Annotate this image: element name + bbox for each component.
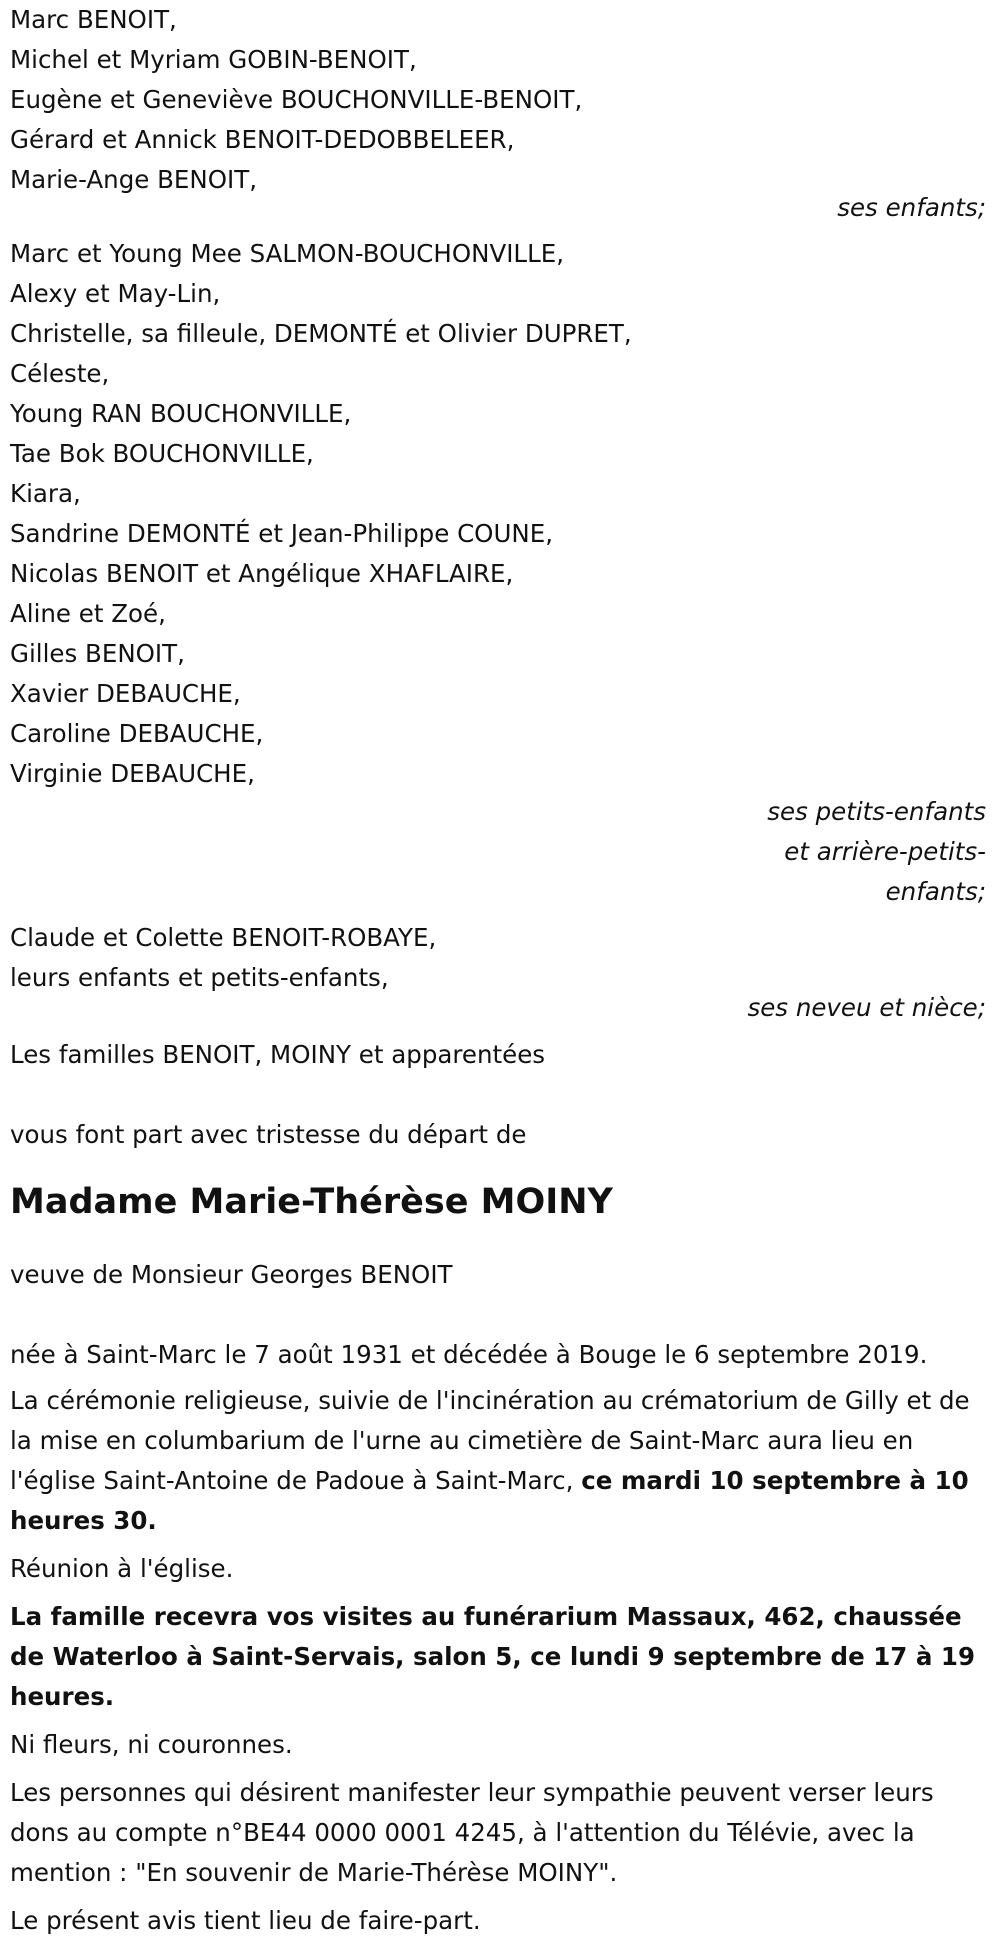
donations-paragraph: Les personnes qui désirent manifester leur sympathie peuvent verser leurs dons au compte n°BE44 0000 0001 4245, à l'attention du Télévie, avec la mention : "En souvenir de Marie-Thérèse MOINY".	[10, 1778, 934, 1887]
child-name: Marie-Ange BENOIT,	[10, 165, 257, 194]
relation-label: et arrière-petits-	[784, 837, 986, 866]
nephews-list	[10, 918, 992, 998]
grandchild-name: Caroline DEBAUCHE,	[10, 719, 264, 748]
grandchildren-list	[10, 234, 992, 794]
grandchild-name: Christelle, sa filleule, DEMONTÉ et Olivier DUPRET,	[10, 319, 632, 348]
nephew-name: Claude et Colette BENOIT-ROBAYE,	[10, 923, 437, 952]
announcement-line: vous font part avec tristesse du départ de	[10, 1120, 527, 1149]
visits-text: La famille recevra vos visites au funérarium Massaux, 462, chaussée de Waterloo à Saint-Servais, salon 5, ce lundi 9 septembre de 17 à 19 heures.	[10, 1602, 976, 1711]
relation-label: ses petits-enfants	[767, 797, 986, 826]
notice-line: Le présent avis tient lieu de faire-part.	[10, 1906, 481, 1935]
grandchild-name: Kiara,	[10, 479, 81, 508]
grandchild-name: Sandrine DEMONTÉ et Jean-Philippe COUNE,	[10, 519, 553, 548]
grandchild-name: Alexy et May-Lin,	[10, 279, 221, 308]
grandchild-name: Nicolas BENOIT et Angélique XHAFLAIRE,	[10, 559, 514, 588]
families-line: Les familles BENOIT, MOINY et apparentées	[10, 1040, 546, 1069]
child-name: Michel et Myriam GOBIN-BENOIT,	[10, 45, 417, 74]
grandchild-name: Virginie DEBAUCHE,	[10, 759, 255, 788]
obituary-notice	[10, 0, 992, 1949]
relation-label: ses enfants;	[837, 193, 986, 222]
visits-paragraph	[10, 1597, 992, 1717]
grandchildren-relation	[10, 792, 992, 912]
ceremony-paragraph	[10, 1381, 992, 1541]
meeting-line: Réunion à l'église.	[10, 1554, 234, 1583]
grandchild-name: Gilles BENOIT,	[10, 639, 185, 668]
ceremony-date: ce mardi 10 septembre à 10 heures 30.	[10, 1466, 969, 1535]
relation-label: ses neveu et nièce;	[747, 993, 986, 1022]
birth-death-line: née à Saint-Marc le 7 août 1931 et décédée à Bouge le 6 septembre 2019.	[10, 1340, 928, 1369]
grandchild-name: Céleste,	[10, 359, 110, 388]
grandchild-name: Marc et Young Mee SALMON-BOUCHONVILLE,	[10, 239, 565, 268]
child-name: Eugène et Geneviève BOUCHONVILLE-BENOIT,	[10, 85, 583, 114]
ceremony-text: La cérémonie religieuse, suivie de l'incinération au crématorium de Gilly et de la mise en columbarium de l'urne au cimetière de Saint-Marc aura lieu en l'église Saint-Antoine de Padoue à Saint-Marc,	[10, 1386, 970, 1495]
grandchild-name: Tae Bok BOUCHONVILLE,	[10, 439, 314, 468]
no-flowers-line: Ni fleurs, ni couronnes.	[10, 1730, 293, 1759]
relation-label: enfants;	[885, 877, 986, 906]
deceased-name: Madame Marie-Thérèse MOINY	[10, 1182, 613, 1222]
nephew-name: leurs enfants et petits-enfants,	[10, 963, 389, 992]
children-list	[10, 0, 992, 200]
grandchild-name: Xavier DEBAUCHE,	[10, 679, 241, 708]
child-name: Gérard et Annick BENOIT-DEDOBBELEER,	[10, 125, 515, 154]
grandchild-name: Young RAN BOUCHONVILLE,	[10, 399, 352, 428]
child-name: Marc BENOIT,	[10, 5, 177, 34]
grandchild-name: Aline et Zoé,	[10, 599, 166, 628]
widow-line: veuve de Monsieur Georges BENOIT	[10, 1260, 453, 1289]
